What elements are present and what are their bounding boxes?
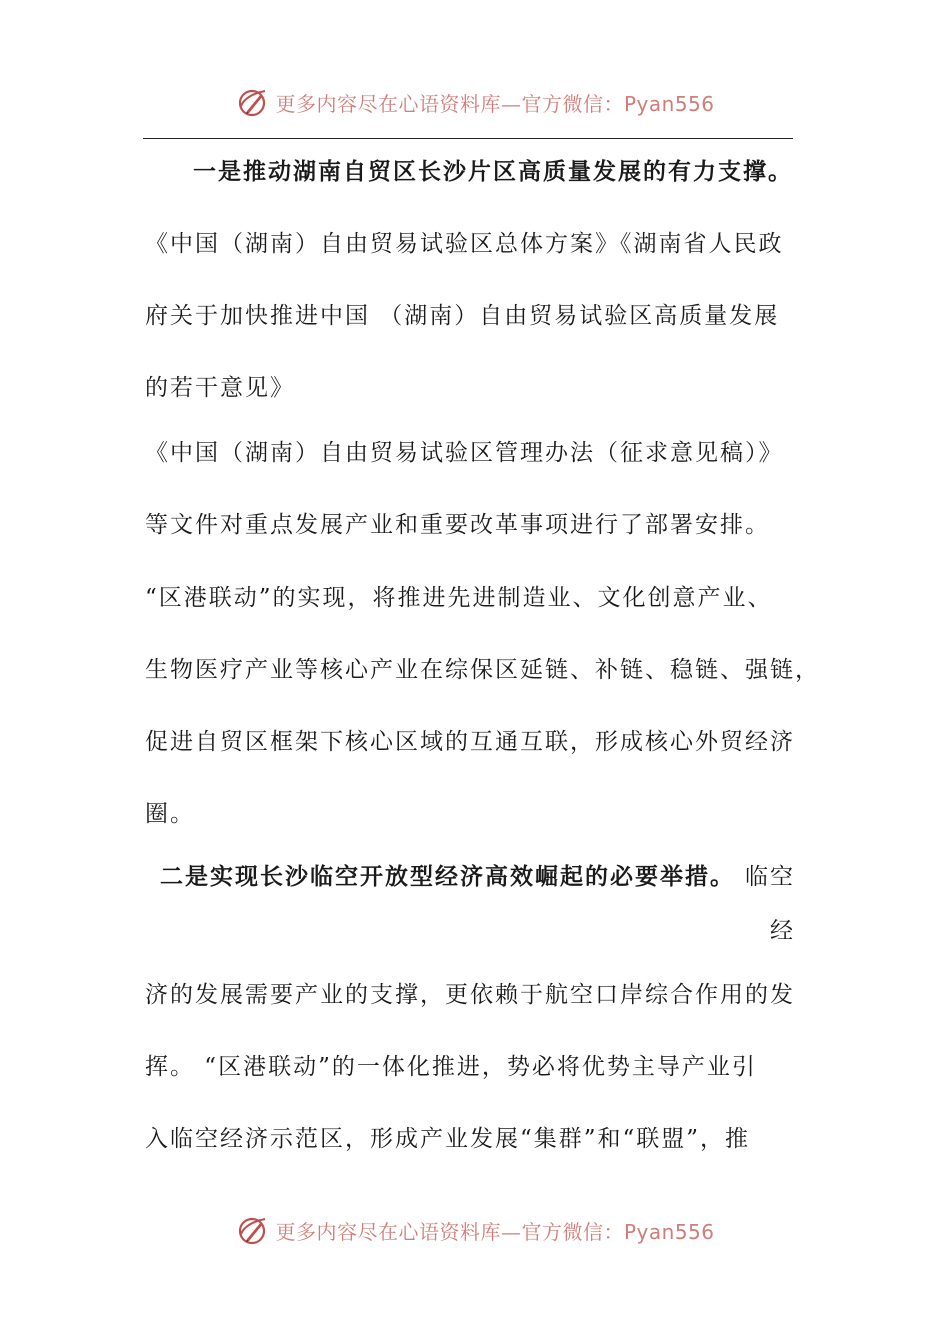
text-line: 府关于加快推进中国 （湖南）自由贸易试验区高质量发展: [145, 303, 780, 329]
pen-logo-icon: [235, 1213, 269, 1247]
paragraph-heading-1: 一是推动湖南自贸区长沙片区高质量发展的有力支撑。: [193, 158, 793, 185]
text-line: 挥。 “区港联动”的一体化推进，势必将优势主导产业引: [145, 1054, 757, 1080]
text-line: 济的发展需要产业的支撑，更依赖于航空口岸综合作用的发: [145, 982, 795, 1008]
text-line: “区港联动”的实现，将推进先进制造业、文化创意产业、: [145, 585, 773, 611]
wechat-id: Pyan556: [623, 91, 715, 116]
text-line: 《中国（湖南）自由贸易试验区总体方案》《湖南省人民政: [145, 231, 784, 257]
footer-banner: [0, 1210, 950, 1250]
text-line: 促进自贸区框架下核心区域的互通互联，形成核心外贸经济: [145, 729, 795, 755]
header-banner: [0, 82, 950, 122]
text-line: 《中国（湖南）自由贸易试验区管理办法（征求意见稿）》: [145, 440, 784, 466]
text-line: 临空: [745, 864, 795, 890]
pen-logo-icon: [235, 85, 269, 119]
text-line: 圈。: [145, 801, 195, 827]
text-line: 经: [770, 918, 795, 944]
text-line: 的若干意见》: [145, 375, 295, 401]
header-divider: [143, 138, 793, 139]
wechat-id: Pyan556: [623, 1219, 715, 1244]
text-line: 生物医疗产业等核心产业在综保区延链、补链、稳链、强链，: [145, 657, 820, 683]
banner-text: 更多内容尽在心语资料库—官方微信：Pyan556: [275, 1219, 715, 1244]
paragraph-heading-2: 二是实现长沙临空开放型经济高效崛起的必要举措。: [160, 863, 735, 890]
text-line: 等文件对重点发展产业和重要改革事项进行了部署安排。: [145, 512, 770, 538]
banner-text: 更多内容尽在心语资料库—官方微信：Pyan556: [275, 91, 715, 116]
text-line: 入临空经济示范区，形成产业发展“集群”和“联盟”，推: [145, 1126, 751, 1152]
